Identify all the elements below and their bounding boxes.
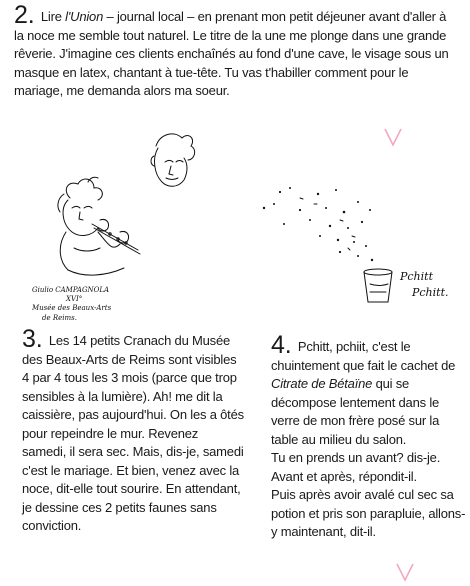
section-3 [22, 325, 244, 536]
sketch-caption-museum: Musée des Beaux-Arts [32, 304, 112, 312]
paragraph-text: – journal local – en prenant mon petit déjeuner avant d'aller à la noce me semble tout naturel. Le titre de la une me plonge dans une grande rêverie. J'imagine ces clients enchaînés au fond d'une cave, le visage sous un masque en latex, chantant à tue-tête. Tu vas t'habiller comment pour le mariage, me demanda alors ma soeur. [14, 9, 449, 98]
sound-word-2: Pchitt. [412, 286, 449, 299]
sketch-caption-century: XVI° [66, 295, 83, 303]
faun-sketch [28, 128, 218, 328]
newspaper-title: l'Union [65, 9, 104, 24]
chevron-down-icon [395, 562, 415, 582]
section-2 [14, 1, 454, 101]
paragraph-text: Les 14 petits Cranach du Musée des Beaux-Arts de Reims sont visibles 4 par 4 tous les 3 mois (parce que trop sensibles à la lumière). Ah! me dit la caissière, pas aujourd'hui. On les a ôtés pour repeindre le mur. Revenez samedi, il sera sec. Mais, dis-je, samedi c'est le mariage. Et bien, venez avec la noce, dit-elle tout sourire. En attendant, je dessine ces 2 petits faunes sans conviction. [22, 333, 244, 533]
paragraph-text: qui se décompose lentement dans le verre de mon frère posé sur la table au milieu du salon. [271, 376, 440, 447]
paragraph-text: Lire [37, 9, 66, 24]
section-number: 2. [14, 1, 35, 29]
sketch-caption-city: de Reims. [42, 314, 77, 322]
section-number: 4. [271, 331, 292, 359]
section-4 [271, 331, 466, 542]
chevron-down-icon [383, 127, 403, 147]
dialogue-line: Avant et après, répondit-il. [271, 468, 417, 484]
dialogue-line: Tu en prends un avant? dis-je. [271, 450, 441, 465]
paragraph-text: Pchitt, pchiit, c'est le chuintement que fait le cachet de [271, 339, 456, 373]
dialogue-line: Puis après avoir avalé cul sec sa potion et pris son parapluie, allons-y maintenant, dit-il. [271, 487, 466, 539]
sound-word-1: Pchitt [400, 270, 434, 283]
section-number: 3. [22, 325, 43, 353]
bubbles-sketch [240, 180, 465, 310]
medicine-name: Citrate de Bétaïne [271, 376, 373, 391]
sketch-caption-artist: Giulio CAMPAGNOLA [32, 286, 110, 294]
